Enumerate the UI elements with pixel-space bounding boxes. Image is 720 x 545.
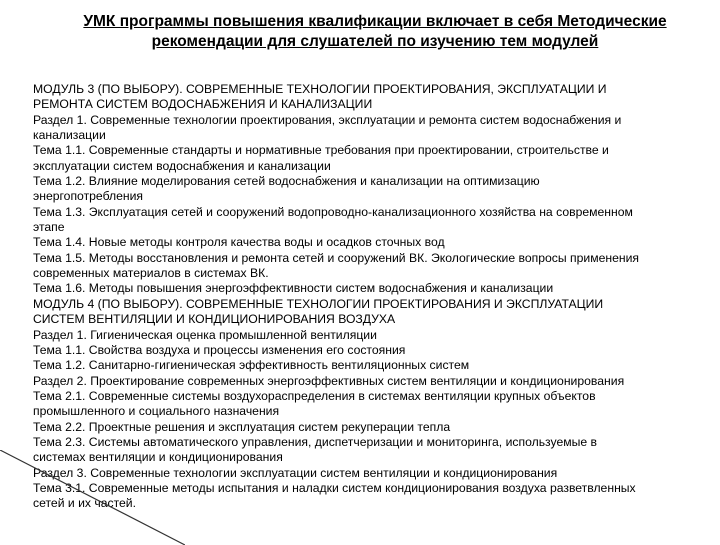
section-1-line-2: канализации [33,128,106,143]
topic-1-1-line-1: Тема 1.1. Современные стандарты и нормативные требования при проектировании, строительстве и [33,143,609,158]
module-3-heading-line-2: РЕМОНТА СИСТЕМ ВОДОСНАБЖЕНИЯ И КАНАЛИЗАЦИИ [33,97,373,112]
m4-topic-2-3-line-1: Тема 2.3. Системы автоматического управления, диспетчеризации и мониторинга, используемые в [33,434,598,449]
topic-1-3-line-2: этапе [33,220,65,235]
m4-topic-3-1-line-1: Тема 3.1. Современные методы испытания и наладки систем кондиционирования воздуха разветвленных [33,480,636,495]
m4-topic-2-1-line-2: промышленного и социального назначения [33,404,280,419]
title-line-2: рекомендации для слушателей по изучению тем модулей [151,33,599,50]
m4-topic-2-1-line-1: Тема 2.1. Современные системы воздухораспределения в системах вентиляции крупных объектов [33,388,596,403]
topic-1-5-line-1: Тема 1.5. Методы восстановления и ремонта сетей и сооружений ВК. Экологические вопросы применения [33,250,640,265]
m4-topic-2-2: Тема 2.2. Проектные решения и эксплуатация систем рекуперации тепла [33,419,451,434]
topic-1-1-line-2: эксплуатации систем водоснабжения и канализации [33,158,331,173]
section-1-line-1: Раздел 1. Современные технологии проектирования, эксплуатации и ремонта систем водоснабжения и [33,112,622,127]
topic-1-5-line-2: современных материалов в системах ВК. [33,266,269,281]
topic-1-6: Тема 1.6. Методы повышения энергоэффективности систем водоснабжения и канализации [33,281,554,296]
m4-topic-1-1: Тема 1.1. Свойства воздуха и процессы изменения его состояния [33,342,406,357]
topic-1-2-line-2: энергопотребления [33,189,144,204]
m4-section-1: Раздел 1. Гигиеническая оценка промышленной вентиляции [33,327,377,342]
module-4-heading-line-2: СИСТЕМ ВЕНТИЛЯЦИИ И КОНДИЦИОНИРОВАНИЯ ВОЗДУХА [33,312,396,327]
topic-1-3-line-1: Тема 1.3. Эксплуатация сетей и сооружений водопроводно-канализационного хозяйства на современном [33,204,633,219]
m4-section-2: Раздел 2. Проектирование современных энергоэффективных систем вентиляции и кондиционирования [33,373,625,388]
m4-topic-2-3-line-2: системах вентиляции и кондиционирования [33,450,283,465]
title-line-1: УМК программы повышения квалификации включает в себя Методические [83,13,667,30]
decorative-diagonal-line [0,450,185,545]
page-title [60,12,690,52]
m4-section-3: Раздел 3. Современные технологии эксплуатации систем вентиляции и кондиционирования [33,465,558,480]
module-topic-list [33,82,713,512]
topic-1-4: Тема 1.4. Новые методы контроля качества воды и осадков сточных вод [33,235,445,250]
module-4-heading-line-1: МОДУЛЬ 4 (ПО ВЫБОРУ). СОВРЕМЕННЫЕ ТЕХНОЛОГИИ ПРОЕКТИРОВАНИЯ И ЭКСПЛУАТАЦИИ [33,296,604,311]
module-3-heading-line-1: МОДУЛЬ 3 (ПО ВЫБОРУ). СОВРЕМЕННЫЕ ТЕХНОЛОГИИ ПРОЕКТИРОВАНИЯ, ЭКСПЛУАТАЦИИ И [33,82,607,96]
m4-topic-1-2: Тема 1.2. Санитарно-гигиеническая эффективность вентиляционных систем [33,358,470,373]
topic-1-2-line-1: Тема 1.2. Влияние моделирования сетей водоснабжения и канализации на оптимизацию [33,174,540,189]
m4-topic-3-1-line-2: сетей и их частей. [33,496,137,511]
